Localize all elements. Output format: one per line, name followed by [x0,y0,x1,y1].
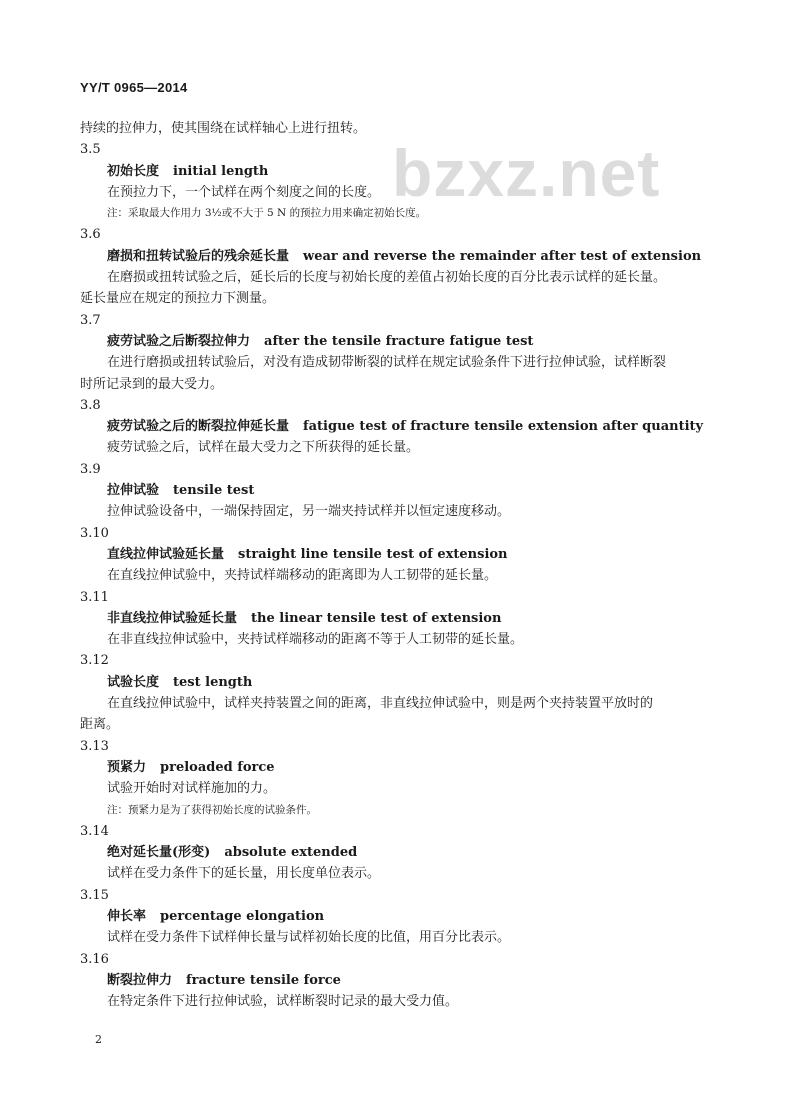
definition-line: 在磨损或扭转试验之后，延长后的长度与初始长度的差值占初始长度的百分比表示试样的延长量。 [107,270,667,286]
section-3-15 [80,885,720,949]
section-number: 3.9 [80,461,101,477]
section-3-14 [80,821,720,885]
term-en: percentage elongation [160,908,325,924]
section-3-6 [80,224,720,309]
term-cn: 初始长度 [107,163,160,179]
section-number: 3.16 [80,951,109,967]
term-cn: 试验长度 [107,674,160,690]
definition-line: 距离。 [80,717,120,733]
term-en: wear and reverse the remainder after test of extension [303,248,702,264]
term-cn: 疲劳试验之后的断裂拉伸延长量 [107,419,290,435]
term-en: preloaded force [160,759,275,775]
term-cn: 伸长率 [107,908,147,924]
term-heading [80,842,720,863]
definition-line: 延长量应在规定的预拉力下测量。 [80,291,276,307]
section-3-16 [80,949,720,1013]
section-3-13 [80,736,720,821]
definition-line: 在非直线拉伸试验中，夹持试样端移动的距离不等于人工韧带的延长量。 [107,632,524,648]
section-number: 3.6 [80,227,101,243]
definition-line: 试验开始时对试样施加的力。 [107,781,277,797]
term-heading [80,480,720,501]
term-en: absolute extended [224,845,358,861]
definition-line: 在进行磨损或扭转试验后，对没有造成韧带断裂的试样在规定试验条件下进行拉伸试验，试样断裂 [107,355,667,371]
term-heading [80,416,720,437]
term-cn: 断裂拉伸力 [107,972,173,988]
section-number: 3.10 [80,525,109,541]
term-heading [80,246,720,267]
definition-line: 在预拉力下，一个试样在两个刻度之间的长度。 [107,184,381,200]
term-en: fracture tensile force [186,972,341,988]
term-cn: 磨损和扭转试验后的残余延长量 [107,248,290,264]
section-3-12 [80,650,720,735]
page-number: 2 [95,1033,102,1046]
term-cn: 疲劳试验之后断裂拉伸力 [107,333,251,349]
section-3-8 [80,395,720,459]
term-en: after the tensile fracture fatigue test [264,333,534,349]
term-cn: 绝对延长量(形变) [107,845,211,861]
section-3-11 [80,587,720,651]
section-number: 3.5 [80,142,101,158]
section-number: 3.7 [80,312,101,328]
definition-line: 试样在受力条件下试样伸长量与试样初始长度的比值，用百分比表示。 [107,930,511,946]
lead-text: 持续的拉伸力，使其围绕在试样轴心上进行扭转。 [80,121,367,136]
term-cn: 预紧力 [107,759,147,775]
term-en: tensile test [173,483,255,499]
term-heading [80,672,720,693]
term-cn: 非直线拉伸试验延长量 [107,610,238,626]
section-number: 3.8 [80,397,101,413]
note: 注：预紧力是为了获得初始长度的试验条件。 [107,803,317,816]
term-cn: 直线拉伸试验延长量 [107,546,225,562]
term-cn: 拉伸试验 [107,483,160,499]
definition-line: 在特定条件下进行拉伸试验，试样断裂时记录的最大受力值。 [107,994,459,1010]
definition-line: 在直线拉伸试验中，夹持试样端移动的距离即为人工韧带的延长量。 [107,568,498,584]
watermark: bzxz.net [392,136,661,210]
term-heading [80,161,720,182]
term-heading [80,906,720,927]
section-number: 3.14 [80,823,109,839]
section-number: 3.11 [80,589,109,605]
term-en: the linear tensile test of extension [251,610,502,626]
section-number: 3.12 [80,653,109,669]
term-en: initial length [173,163,269,179]
definition-line: 试样在受力条件下的延长量，用长度单位表示。 [107,866,381,882]
section-3-9 [80,459,720,523]
term-heading [80,970,720,991]
standard-header: YY/T 0965—2014 [80,80,188,95]
definition-line: 时所记录到的最大受力。 [80,376,224,392]
definition-line: 在直线拉伸试验中，试样夹持装置之间的距离，非直线拉伸试验中，则是两个夹持装置平放时的 [107,696,654,712]
term-heading [80,608,720,629]
section-3-5 [80,139,720,224]
term-heading [80,757,720,778]
definition-line: 拉伸试验设备中，一端保持固定，另一端夹持试样并以恒定速度移动。 [107,504,511,520]
section-number: 3.15 [80,887,109,903]
note: 注：采取最大作用力 3½或不大于 5 N 的预拉力用来确定初始长度。 [107,207,427,220]
definition-line: 疲劳试验之后，试样在最大受力之下所获得的延长量。 [107,440,420,456]
term-heading [80,331,720,352]
document-body [80,118,720,1012]
term-en: test length [173,674,253,690]
section-number: 3.13 [80,738,109,754]
section-3-10 [80,523,720,587]
term-en: fatigue test of fracture tensile extension after quantity [303,419,704,435]
section-3-7 [80,310,720,395]
term-heading [80,544,720,565]
term-en: straight line tensile test of extension [238,546,508,562]
